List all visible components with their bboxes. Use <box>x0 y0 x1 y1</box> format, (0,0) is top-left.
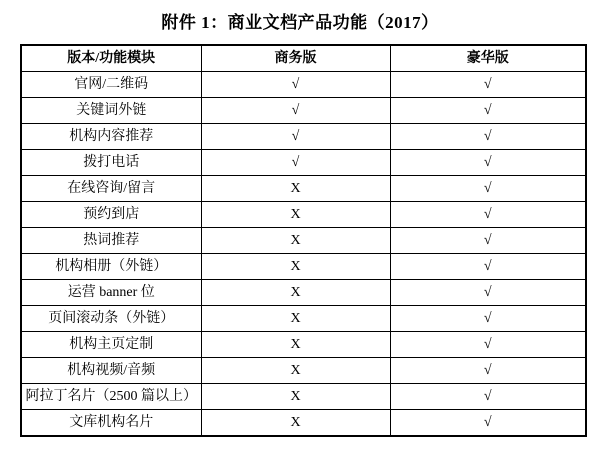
table-header <box>21 45 586 72</box>
table-row <box>21 254 586 280</box>
deluxe-mark-cell: √ <box>390 306 586 332</box>
feature-name-cell: 机构相册（外链） <box>21 254 201 280</box>
deluxe-mark-cell: √ <box>390 228 586 254</box>
business-mark-cell: X <box>201 176 390 202</box>
feature-name-cell: 预约到店 <box>21 202 201 228</box>
feature-name-cell: 页间滚动条（外链） <box>21 306 201 332</box>
feature-name-cell: 运营 banner 位 <box>21 280 201 306</box>
deluxe-mark-cell: √ <box>390 176 586 202</box>
business-mark-cell: X <box>201 410 390 437</box>
table-body <box>21 72 586 437</box>
feature-name-cell: 文库机构名片 <box>21 410 201 437</box>
feature-name-cell: 拨打电话 <box>21 150 201 176</box>
table-row <box>21 124 586 150</box>
feature-name-cell: 在线咨询/留言 <box>21 176 201 202</box>
business-mark-cell: √ <box>201 124 390 150</box>
table-row <box>21 306 586 332</box>
deluxe-mark-cell: √ <box>390 332 586 358</box>
page-title: 附件 1：商业文档产品功能（2017） <box>161 13 439 32</box>
feature-name-cell: 阿拉丁名片（2500 篇以上） <box>21 384 201 410</box>
table-row <box>21 410 586 437</box>
table-row <box>21 98 586 124</box>
column-header-business-edition: 商务版 <box>201 45 390 72</box>
deluxe-mark-cell: √ <box>390 124 586 150</box>
table-row <box>21 280 586 306</box>
table-row <box>21 202 586 228</box>
business-mark-cell: X <box>201 202 390 228</box>
table-row <box>21 332 586 358</box>
feature-name-cell: 机构视频/音频 <box>21 358 201 384</box>
business-mark-cell: X <box>201 384 390 410</box>
column-header-version-module: 版本/功能模块 <box>21 45 201 72</box>
business-mark-cell: X <box>201 306 390 332</box>
table-row <box>21 150 586 176</box>
header-row <box>21 45 586 72</box>
business-mark-cell: √ <box>201 150 390 176</box>
business-mark-cell: √ <box>201 98 390 124</box>
table-row <box>21 384 586 410</box>
table-row <box>21 358 586 384</box>
business-mark-cell: √ <box>201 72 390 98</box>
column-header-deluxe-edition: 豪华版 <box>390 45 586 72</box>
feature-name-cell: 关键词外链 <box>21 98 201 124</box>
feature-name-cell: 官网/二维码 <box>21 72 201 98</box>
deluxe-mark-cell: √ <box>390 98 586 124</box>
deluxe-mark-cell: √ <box>390 72 586 98</box>
deluxe-mark-cell: √ <box>390 410 586 437</box>
business-mark-cell: X <box>201 228 390 254</box>
table-row <box>21 228 586 254</box>
product-feature-table <box>20 44 587 437</box>
deluxe-mark-cell: √ <box>390 202 586 228</box>
business-mark-cell: X <box>201 332 390 358</box>
business-mark-cell: X <box>201 280 390 306</box>
business-mark-cell: X <box>201 358 390 384</box>
table-row <box>21 72 586 98</box>
deluxe-mark-cell: √ <box>390 358 586 384</box>
deluxe-mark-cell: √ <box>390 280 586 306</box>
feature-name-cell: 机构内容推荐 <box>21 124 201 150</box>
table-row <box>21 176 586 202</box>
deluxe-mark-cell: √ <box>390 384 586 410</box>
deluxe-mark-cell: √ <box>390 150 586 176</box>
feature-name-cell: 机构主页定制 <box>21 332 201 358</box>
deluxe-mark-cell: √ <box>390 254 586 280</box>
business-mark-cell: X <box>201 254 390 280</box>
feature-name-cell: 热词推荐 <box>21 228 201 254</box>
